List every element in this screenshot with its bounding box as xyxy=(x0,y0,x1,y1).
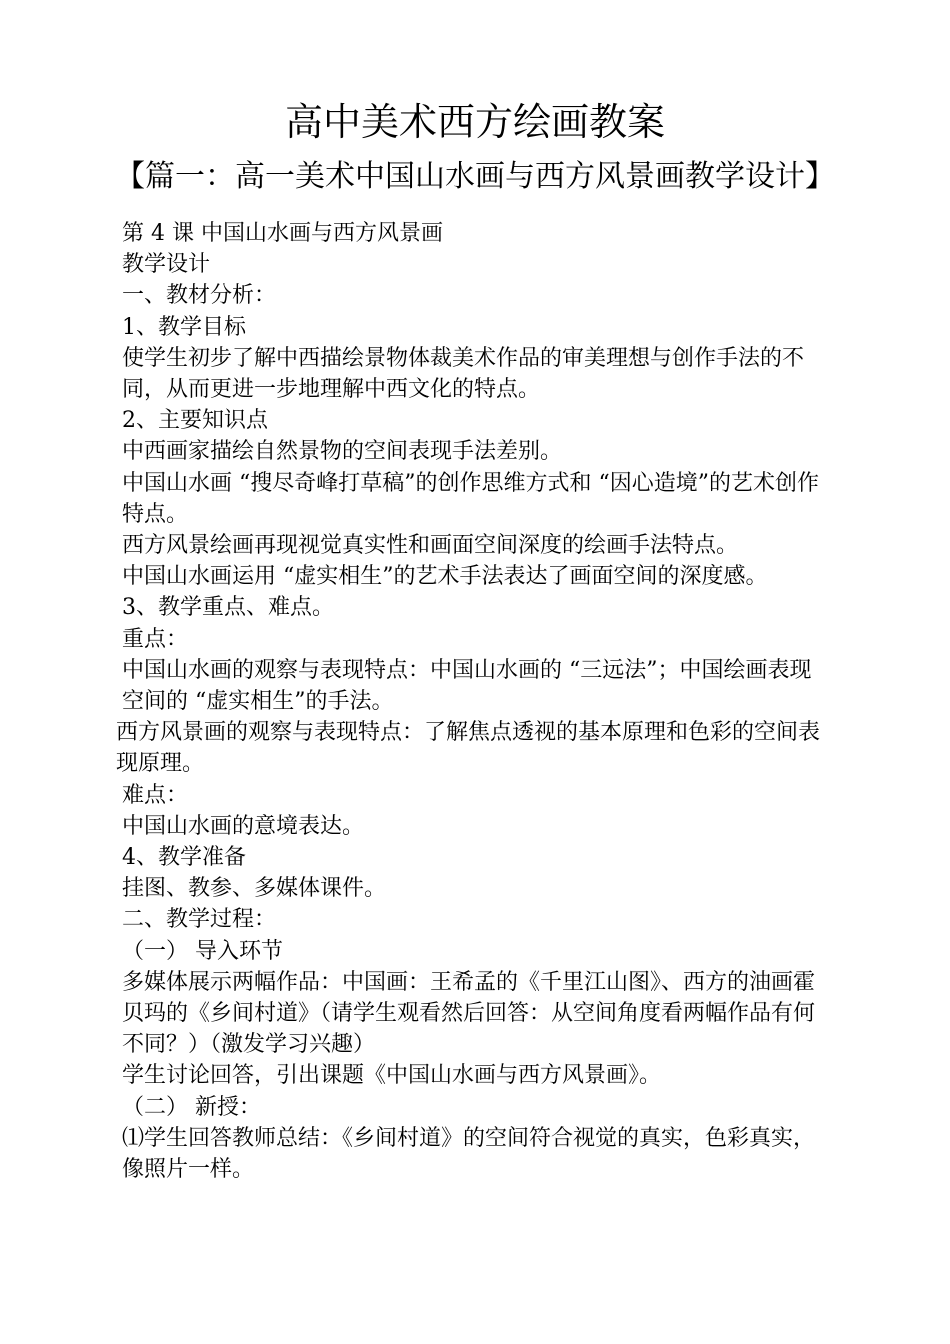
label: 难点： xyxy=(122,782,189,808)
paragraph: 使学生初步了解中西描绘景物体裁美术作品的审美理想与创作手法的不同，从而更进一步地理解中西文化的特点。 xyxy=(122,345,805,403)
label: 重点： xyxy=(122,626,189,652)
paragraph: 中西画家描绘自然景物的空间表现手法差别。 xyxy=(122,439,563,465)
section-heading: 一、教材分析： xyxy=(122,283,277,309)
section-heading: 二、教学过程： xyxy=(122,907,277,933)
paragraph: 中国山水画 “搜尽奇峰打草稿”的创作思维方式和 “因心造境”的艺术创作特点。 xyxy=(122,470,819,527)
paragraph: 学生讨论回答，引出课题《中国山水画与西方风景画》。 xyxy=(122,1063,662,1089)
lesson-heading: 第 4 课 中国山水画与西方风景画 xyxy=(122,221,443,246)
subsection-heading: （一） 导入环节 xyxy=(122,938,283,964)
paragraph: 中国山水画运用 “虚实相生”的艺术手法表达了画面空间的深度感。 xyxy=(122,564,768,590)
paragraph: 中国山水画的观察与表现特点：中国山水画的 “三远法”；中国绘画表现空间的 “虚实相生”的手法。 xyxy=(122,657,812,715)
subsection-heading: （二） 新授： xyxy=(122,1094,261,1120)
subsection-heading: 1、教学目标 xyxy=(122,314,246,340)
subsection-heading: 3、教学重点、难点。 xyxy=(122,595,334,621)
paragraph: 西方风景绘画再现视觉真实性和画面空间深度的绘画手法特点。 xyxy=(122,533,739,559)
document-body xyxy=(116,218,828,1185)
paragraph: 多媒体展示两幅作品：中国画：王希孟的《千里江山图》、西方的油画霍贝玛的《乡间村道》（请学生观看然后回答：从空间角度看两幅作品有何不同？）（激发学习兴趣） xyxy=(122,969,816,1058)
subsection-heading: 2、主要知识点 xyxy=(122,408,268,434)
subsection-heading: 4、教学准备 xyxy=(122,845,246,871)
document-subtitle: 【篇一：高一美术中国山水画与西方风景画教学设计】 xyxy=(115,159,835,194)
document-title: 高中美术西方绘画教案 xyxy=(284,100,665,144)
paragraph: 中国山水画的意境表达。 xyxy=(122,813,365,839)
paragraph: 西方风景画的观察与表现特点：了解焦点透视的基本原理和色彩的空间表现原理。 xyxy=(116,720,821,777)
paragraph: ⑴学生回答教师总结：《乡间村道》的空间符合视觉的真实，色彩真实，像照片一样。 xyxy=(122,1125,816,1183)
section-label: 教学设计 xyxy=(122,252,211,278)
paragraph: 挂图、教参、多媒体课件。 xyxy=(122,876,387,902)
